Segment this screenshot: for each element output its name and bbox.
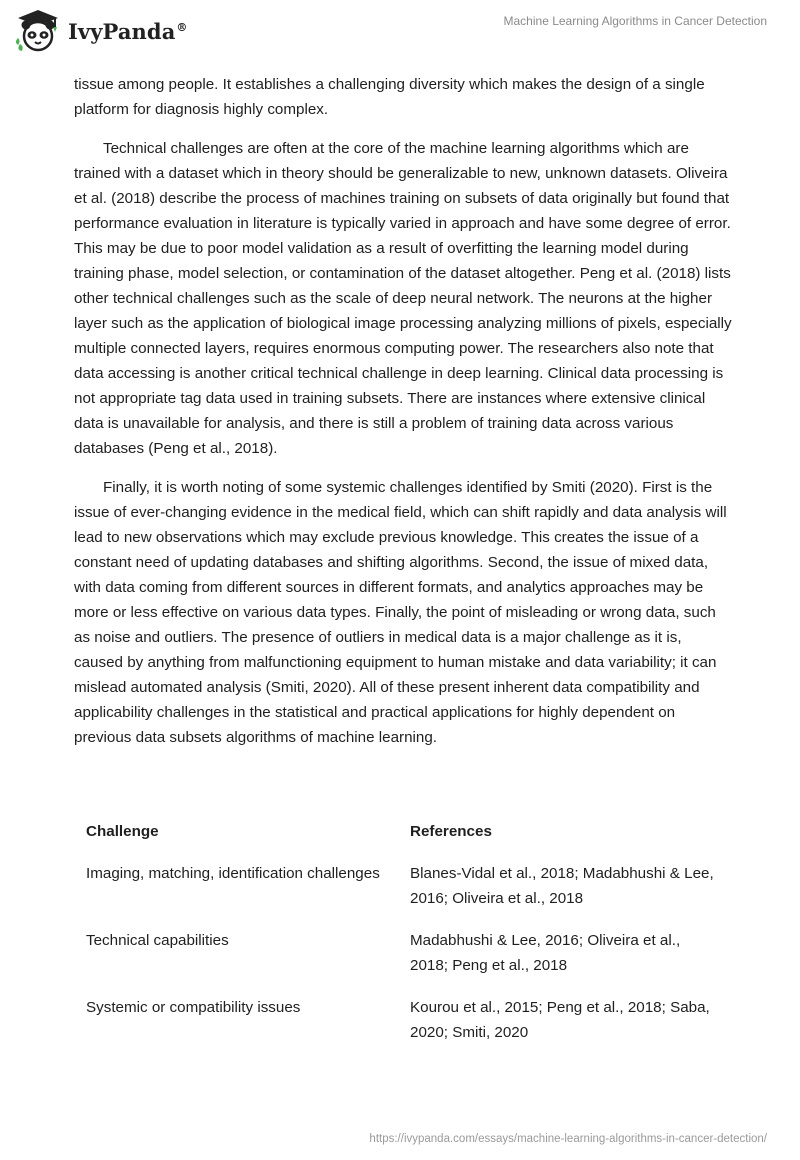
brand-name: IvyPanda® xyxy=(68,18,188,44)
essay-body xyxy=(74,72,734,764)
table-cell-challenge: Imaging, matching, identification challenges xyxy=(86,865,380,882)
challenges-references-table xyxy=(74,816,734,1057)
paragraph-technical-challenges: Technical challenges are often at the core of the machine learning algorithms which are trained with a dataset which in theory should be generalizable to new, unknown datasets. Oliveira et al. (2018) describe the process of machines training on subsets of data originally but found that performance evaluation in literature is typically varied in approach and have some degree of error. This may be due to poor model validation as a result of overfitting the learning model during training phase, model selection, or contamination of the dataset altogether. Peng et al. (2018) lists other technical challenges such as the scale of deep neural network. The neurons at the higher layer such as the application of biological image processing analyzing millions of pixels, especially multiple connected layers, requires enormous computing power. The researchers also note that data accessing is another critical technical challenge in deep learning. Clinical data processing is not appropriate tag data used in training subsets. There are instances where extensive clinical data is unavailable for analysis, and there is still a problem of training data across various databases (Peng et al., 2018). xyxy=(74,140,732,457)
table-cell-references: Blanes-Vidal et al., 2018; Madabhushi & Lee, 2016; Oliveira et al., 2018 xyxy=(410,865,714,907)
table-cell-challenge: Technical capabilities xyxy=(86,932,229,949)
table-cell-references: Kourou et al., 2015; Peng et al., 2018; Saba, 2020; Smiti, 2020 xyxy=(410,999,710,1041)
table-header-row xyxy=(74,816,734,856)
table-row xyxy=(74,923,734,990)
page-header xyxy=(0,0,800,62)
table-row xyxy=(74,990,734,1057)
column-header-references: References xyxy=(410,823,492,840)
paragraph-continuation: tissue among people. It establishes a challenging diversity which makes the design of a single platform for diagnosis highly complex. xyxy=(74,76,705,118)
column-header-challenge: Challenge xyxy=(86,823,159,840)
ivypanda-logo[interactable] xyxy=(14,8,188,52)
document-title: Machine Learning Algorithms in Cancer Detection xyxy=(503,14,767,28)
panda-logo-icon xyxy=(14,8,62,52)
table-cell-challenge: Systemic or compatibility issues xyxy=(86,999,301,1016)
source-url-link[interactable]: https://ivypanda.com/essays/machine-learning-algorithms-in-cancer-detection/ xyxy=(369,1133,767,1145)
paragraph-systemic-challenges: Finally, it is worth noting of some systemic challenges identified by Smiti (2020). First is the issue of ever-changing evidence in the medical field, which can shift rapidly and data analysis will lead to new observations which may exclude previous knowledge. This creates the issue of a constant need of updating databases and shifting algorithms. Second, the issue of mixed data, with data coming from different sources in different formats, and analytics approaches may be more or less effective on various data types. Finally, the point of misleading or wrong data, such as noise and outliers. The presence of outliers in medical data is a major challenge as it is, caused by anything from malfunctioning equipment to human mistake and data variability; it can mislead automated analysis (Smiti, 2020). All of these present inherent data compatibility and applicability challenges in the statistical and practical applications for highly dependent on previous data subsets algorithms of machine learning. xyxy=(74,479,727,746)
table-row xyxy=(74,856,734,923)
table-cell-references: Madabhushi & Lee, 2016; Oliveira et al., 2018; Peng et al., 2018 xyxy=(410,932,681,974)
